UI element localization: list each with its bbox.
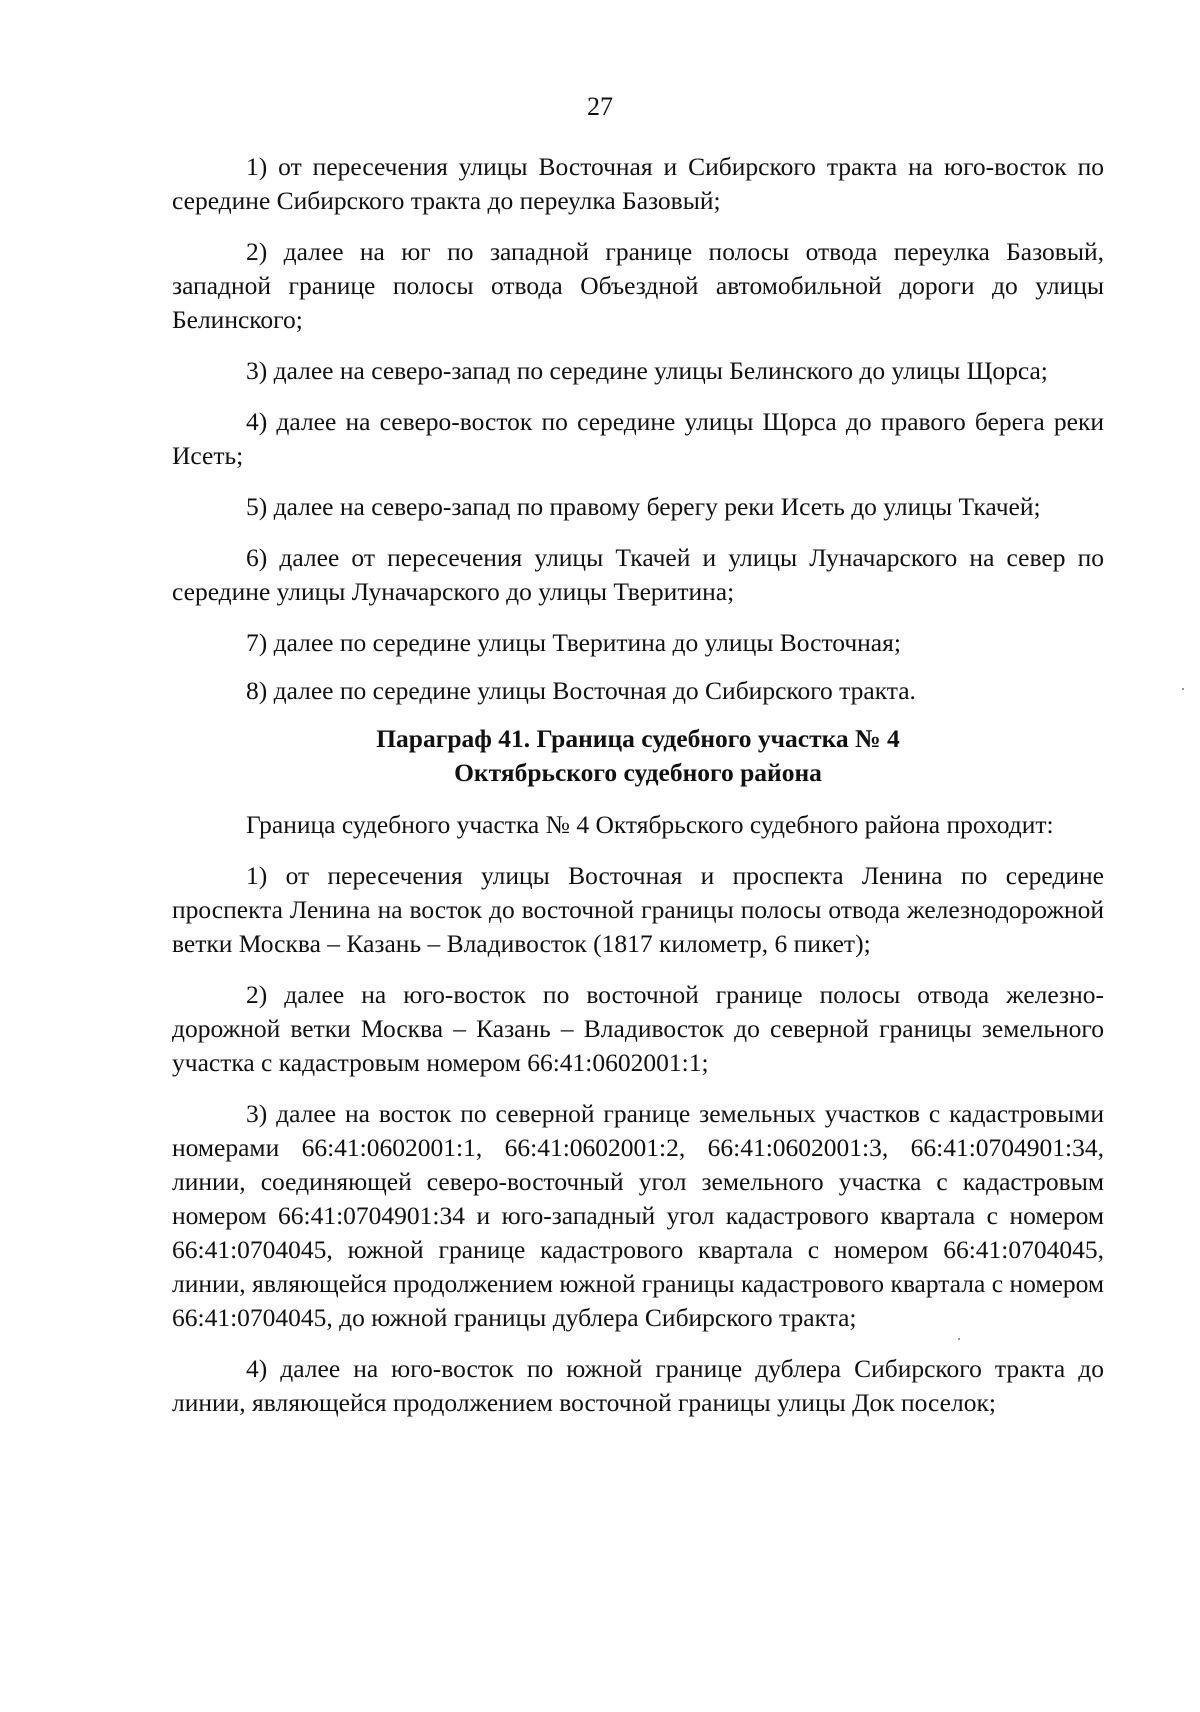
scan-speck bbox=[1182, 688, 1184, 690]
section-intro: Граница судебного участка № 4 Октябрьского судебного района проходит: bbox=[246, 810, 1054, 839]
boundary-item-3: 3) далее на северо-запад по середине улицы Белинского до улицы Щорса; bbox=[246, 356, 1048, 385]
page-number: 27 bbox=[587, 92, 613, 121]
section-item-2: 2) далее на юго-восток по восточной границе полосы отвода железнодорожной ветки Москва – Казань – Владивосток до северной границы земельного участка с кадастровым номером 66:41:0602001:1; bbox=[172, 980, 1104, 1077]
section-item-1: 1) от пересечения улицы Восточная и проспекта Ленина по середине проспекта Ленина на восток до восточной границы полосы отвода железнодорожной ветки Москва – Казань – Владивосток (1817 километр, 6 пикет); bbox=[172, 861, 1104, 958]
section-item-3: 3) далее на восток по северной границе земельных участков с кадастровыми номерами 66:41:0602001:1, 66:41:0602001:2, 66:41:0602001:3, 66:41:0704901:34, линии, соединяющей северо-восточный угол земельного участка с кадастровым номером 66:41:0704901:34 и юго-западный угол кадастрового квартала с номером 66:41:0704045, южной границе кадастрового квартала с номером 66:41:0704045, линии, являющейся продолжением южной границы кадастрового квартала с номером 66:41:0704045, до южной границы дублера Сибирского тракта; bbox=[172, 1099, 1104, 1332]
boundary-item-8: 8) далее по середине улицы Восточная до Сибирского тракта. bbox=[246, 676, 916, 705]
section-item-4: 4) далее на юго-восток по южной границе дублера Сибирского тракта до линии, являющейся продолжением восточной границы улицы Док поселок; bbox=[172, 1354, 1104, 1417]
boundary-item-7: 7) далее по середине улицы Тверитина до улицы Восточная; bbox=[246, 628, 901, 657]
boundary-item-5: 5) далее на северо-запад по правому берегу реки Исеть до улицы Ткачей; bbox=[246, 492, 1041, 521]
document-body bbox=[172, 150, 1104, 1437]
scan-speck bbox=[958, 1338, 960, 1340]
section-heading-line-1: Параграф 41. Граница судебного участка № 4 bbox=[376, 724, 900, 753]
boundary-item-2: 2) далее на юг по западной границе полосы отвода переулка Базовый, западной границе полосы отвода Объездной автомобильной дороги до улицы Белинского; bbox=[172, 237, 1104, 334]
boundary-item-1: 1) от пересечения улицы Восточная и Сибирского тракта на юго-восток по середине Сибирского тракта до переулка Базовый; bbox=[172, 152, 1104, 215]
section-heading bbox=[172, 722, 1104, 790]
boundary-item-6: 6) далее от пересечения улицы Ткачей и улицы Луначарского на север по середине улицы Луначарского до улицы Тверитина; bbox=[172, 543, 1104, 606]
section-heading-line-2: Октябрьского судебного района bbox=[454, 758, 822, 787]
boundary-item-4: 4) далее на северо-восток по середине улицы Щорса до правого берега реки Исеть; bbox=[172, 407, 1104, 470]
